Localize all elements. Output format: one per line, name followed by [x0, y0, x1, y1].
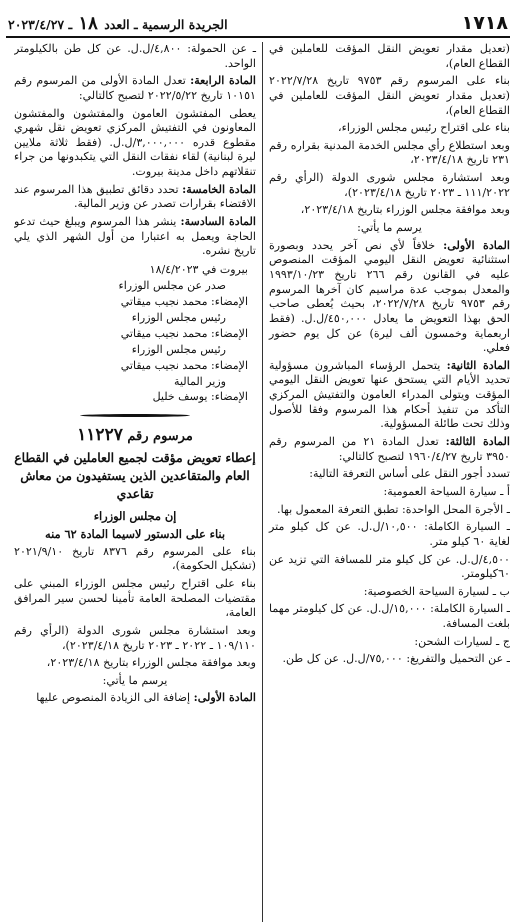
section-divider [14, 411, 256, 419]
paragraph: تسدد أجور النقل على أساس التعرفة التالية: [309, 467, 510, 481]
decree-number: ١١٢٢٧ [77, 425, 123, 446]
paragraph: وبعد استشارة مجلس شورى الدولة (الرأي رقم ١١١/٢٠٢٢ ـ ٢٠٢٣ تاريخ ٢٠٢٣/٤/١٨)، [269, 171, 510, 199]
article-label: المادة الخامسة: [182, 182, 256, 196]
signature-3: الإمضاء: محمد نجيب ميقاتي [120, 358, 248, 372]
decree-title-prefix: مرسوم رقم [127, 429, 193, 445]
bold-centered-line: بناء على الدستور لاسيما المادة ٦٢ منه [45, 526, 225, 541]
article-paragraph [14, 183, 256, 212]
article-text: يتحمل الرؤساء المباشرون مسؤولية تحديد الأيام التي يستحق عنها تعويض النقل اليومي المؤقت ويتولى المدراء العامون والتفتيش المركزي التأكد من تنفيذ أحكام هذا المرسوم وفقا للأصول وذلك تحت طائلة المسؤولية. [269, 358, 510, 431]
paragraph: ـ السيارة الكاملة: ١٠,٥٠٠/ل.ل. عن كل كيلو متر لغاية ٦٠ كيلو متر. [269, 520, 510, 548]
columns [6, 42, 510, 922]
article-text: تعدل المادة ٢١ من المرسوم رقم ٣٩٥٠ تاريخ ١٩٦٠/٤/٢٧ لتصبح كالتالي: [269, 435, 510, 463]
article-text: إضافة الى الزيادة المنصوص عليها [36, 691, 194, 705]
article-text: خلافاً لأي نص آخر يحدد وبصورة استثنائية تعويض النقل اليومي المؤقت المنصوص عليه في القانون رقم ٢٦٦ تاريخ ١٩٩٣/١٠/٢٣ والمعدل بموجب عدة مراسيم كان آخرها المرسوم رقم ٩٧٥٣ تاريخ ٢٠٢٢/٧/٢٨، بحيث يُعطى صاحب الحق بهذا التعويض ما يعادل ٤٥٠,٠٠٠/ل.ل. (فقط اربعماية وخمسون ألف ليرة) عن كل يوم حضور فعلي. [269, 238, 510, 355]
article-paragraph [14, 215, 256, 259]
issue-number: ١٨ [78, 13, 98, 34]
left-column [14, 42, 262, 922]
paragraph: يعطى المفتشون العامون والمفتشون والمفتشون المعاونون في التفتيش المركزي تعويض نقل شهري مقطوع قدره ٣,٠٠٠,٠٠٠/ل.ل. (فقط ثلاثة ملايين ليرة لبنانية) لقاء نفقات النقل التي يتكبدونها من جراء تنقلاتهم داخل مدينة بيروت. [14, 106, 257, 179]
gazette-title [8, 13, 228, 34]
issue-date: ـ ٢٠٢٣/٤/٢٧ [8, 17, 73, 32]
signature-2: الإمضاء: محمد نجيب ميقاتي [120, 326, 248, 340]
paragraph: بناء على اقتراح رئيس مجلس الوزراء، [338, 121, 510, 135]
paragraph: ـ السيارة الكاملة: ١٥,٠٠٠/ل.ل. عن كل كيلومتر مهما بلغت المسافة. [269, 602, 510, 631]
paragraph: وبعد استشارة مجلس شورى الدولة (الرأي رقم ١٠٩/١١٠ ـ ٢٠٢٢ ـ ٢٠٢٣ تاريخ ٢٠٢٣/٤/١٨)، [14, 623, 256, 652]
article-label: المادة الثالثة: [445, 435, 510, 449]
paragraph: ـ عن الحمولة: ٤,٨٠٠/ل.ل. عن كل طن بالكيلومتر الواحد. [14, 42, 256, 70]
article-paragraph [269, 359, 510, 432]
article-label: المادة السادسة: [180, 215, 256, 229]
article-label: المادة الأولى: [193, 691, 256, 705]
issued-by: صدر عن مجلس الوزراء [118, 278, 226, 292]
article-paragraph [14, 691, 256, 706]
signature-block [14, 262, 256, 405]
paragraph: أ ـ سيارة السياحة العمومية: [383, 484, 510, 498]
place-date: بيروت في ١٨/٤/٢٠٢٣ [149, 262, 248, 276]
article-paragraph [269, 239, 510, 356]
pm-title-2: رئيس مجلس الوزراء [131, 342, 226, 356]
article-label: المادة الأولى: [443, 238, 510, 252]
paragraph: بناء على اقتراح رئيس مجلس الوزراء المبني على مقتضيات المصلحة العامة تأمينا لحسن سير المرافق العامة، [14, 576, 256, 620]
paragraph: ـ عن التحميل والتفريغ: ٧٥,٠٠٠/ل.ل. عن كل طن. [282, 652, 510, 666]
page-header [6, 8, 510, 38]
paragraph: ج ـ لسيارات الشحن: [414, 634, 510, 648]
article-text: تعدل المادة الأولى من المرسوم رقم ١٠١٥١ تاريخ ٢٠٢٢/٥/٢٢ لتصبح كالتالي: [14, 74, 256, 102]
right-column [262, 42, 510, 922]
page-number: ١٧١٨ [461, 12, 508, 34]
article-paragraph [269, 435, 510, 464]
paragraph: وبعد موافقة مجلس الوزراء بتاريخ ٢٠٢٣/٤/١٨، [46, 656, 256, 670]
left-column-text [14, 42, 256, 259]
article-text: ينشر هذا المرسوم ويبلغ حيث تدعو الحاجة ويعمل به اعتبارا من أول الشهر الذي يلي تاريخ نشره. [14, 215, 256, 258]
article-label: المادة الرابعة: [190, 74, 256, 88]
article-label: المادة الثانية: [446, 358, 510, 372]
pm-title-1: رئيس مجلس الوزراء [131, 310, 226, 324]
paragraph: وبعد استطلاع رأي مجلس الخدمة المدنية بقراره رقم ٢٣١ تاريخ ٢٠٢٣/٤/١٨، [269, 138, 510, 167]
bold-centered-line: إن مجلس الوزراء [93, 508, 177, 523]
signature-1: الإمضاء: محمد نجيب ميقاتي [120, 294, 248, 308]
paragraph: ب ـ لسيارة السياحة الخصوصية: [363, 584, 510, 598]
finance-minister-title: وزير المالية [174, 374, 226, 388]
decree-body [14, 509, 256, 706]
article-paragraph [14, 74, 256, 103]
paragraph: بناء على المرسوم رقم ٩٧٥٣ تاريخ ٢٠٢٢/٧/٢٨ (تعديل مقدار تعويض النقل المؤقت للعاملين في القطاع العام)، [269, 74, 510, 117]
centered-line: يرسم ما يأتي: [357, 221, 422, 235]
paragraph: بناء على المرسوم رقم ٨٣٧٦ تاريخ ٢٠٢١/٩/١٠ (تشكيل الحكومة)، [14, 544, 256, 573]
paragraph: ٤,٥٠٠/ل.ل. عن كل كيلو متر للمسافة التي تزيد عن ٦٠كيلومتر. [269, 552, 510, 581]
decree-title [14, 425, 256, 445]
article-text: تحدد دقائق تطبيق هذا المرسوم عند الاقتضاء بقرارات تصدر عن وزير المالية. [14, 182, 256, 211]
gazette-title-prefix: الجريدة الرسمية ـ العدد [104, 17, 228, 32]
paragraph: (تعديل مقدار تعويض النقل المؤقت للعاملين في القطاع العام)، [269, 42, 510, 70]
decree-subtitle: إعطاء تعويض مؤقت لجميع العاملين في القطاع العام والمتقاعدين الذين يستفيدون من معاش تقاعدي [14, 450, 256, 502]
signature-4: الإمضاء: يوسف خليل [152, 390, 248, 404]
paragraph: وبعد موافقة مجلس الوزراء بتاريخ ٢٠٢٣/٤/١٨، [300, 203, 510, 217]
centered-line: يرسم ما يأتي: [102, 673, 168, 687]
paragraph: ـ الأجرة المحل الواحدة: تطبق التعرفة المعمول بها. [277, 502, 510, 516]
